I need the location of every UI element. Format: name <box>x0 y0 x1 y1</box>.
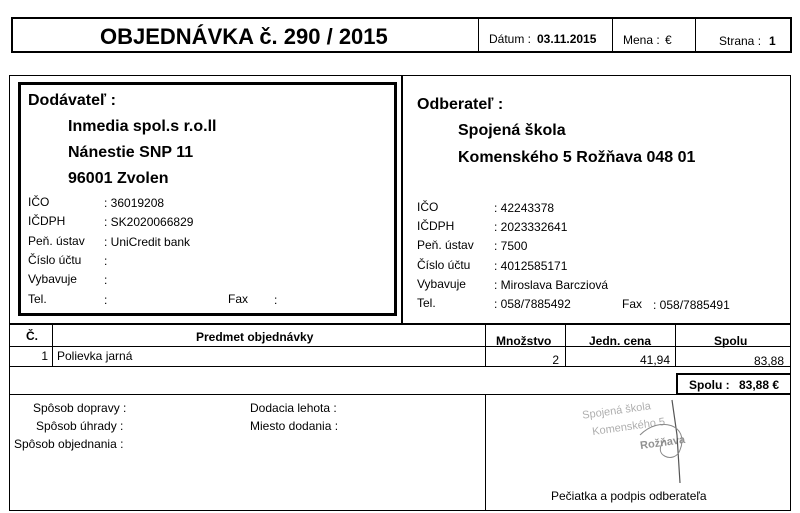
table-col-rule <box>675 324 676 366</box>
row-price: 41,94 <box>639 353 670 367</box>
supplier-icdph-value: : SK2020066829 <box>104 215 194 229</box>
supplier-contact-label: Vybavuje <box>28 272 77 286</box>
delivery-term-label: Dodacia lehota : <box>250 401 337 415</box>
customer-contact-value: : Miroslava Barcziová <box>494 278 609 292</box>
transport-label: Spôsob dopravy : <box>33 401 127 415</box>
payment-label: Spôsob úhrady : <box>36 419 124 433</box>
supplier-city: 96001 Zvolen <box>68 170 169 187</box>
table-top-rule <box>10 323 791 325</box>
currency-label: Mena : <box>623 33 660 47</box>
sum-value: 83,88 € <box>739 378 780 392</box>
col-header-total: Spolu <box>714 334 748 348</box>
supplier-fax-label: Fax <box>228 292 249 306</box>
supplier-bank-value: : UniCredit bank <box>104 235 191 249</box>
customer-icdph-label: IČDPH <box>417 219 455 233</box>
supplier-tel-label: Tel. <box>28 292 47 306</box>
table-row-rule <box>10 366 791 367</box>
signature-label: Pečiatka a podpis odberateľa <box>551 489 707 503</box>
page-value: 1 <box>769 34 776 48</box>
table-col-rule <box>565 324 566 366</box>
signature-divider <box>485 395 486 511</box>
table-header-rule <box>10 346 791 347</box>
col-header-price: Jedn. cena <box>589 334 652 348</box>
delivery-place-label: Miesto dodania : <box>250 419 339 433</box>
supplier-street: Nánestie SNP 11 <box>68 144 194 161</box>
supplier-account-label: Číslo účtu <box>28 253 82 267</box>
date-label: Dátum : <box>489 32 532 46</box>
page-label: Strana : <box>719 34 762 48</box>
customer-heading: Odberateľ : <box>417 96 504 113</box>
customer-tel-label: Tel. <box>417 296 436 310</box>
supplier-ico-value: : 36019208 <box>104 196 165 210</box>
supplier-fax-value: : <box>274 293 278 307</box>
supplier-bank-label: Peň. ústav <box>28 234 85 248</box>
row-total: 83,88 <box>753 354 784 368</box>
header-divider <box>695 18 696 52</box>
header-divider <box>612 18 613 52</box>
customer-fax-label: Fax <box>622 297 643 311</box>
order-method-label: Spôsob objednania : <box>14 437 124 451</box>
customer-address: Komenského 5 Rožňava 048 01 <box>458 149 696 166</box>
customer-fax-value: : 058/7885491 <box>653 298 730 312</box>
customer-contact-label: Vybavuje <box>417 277 466 291</box>
customer-bank-value: : 7500 <box>494 239 528 253</box>
supplier-heading: Dodávateľ : <box>28 92 116 109</box>
customer-tel-value: : 058/7885492 <box>494 297 571 311</box>
col-header-item: Predmet objednávky <box>196 330 314 344</box>
signature-scribble <box>580 395 720 490</box>
supplier-tel-value: : <box>104 293 108 307</box>
page-title: OBJEDNÁVKA č. 290 / 2015 <box>100 24 388 49</box>
header-divider <box>478 18 479 52</box>
sum-label: Spolu : <box>689 378 730 392</box>
row-qty: 2 <box>552 353 559 367</box>
customer-icdph-value: : 2023332641 <box>494 220 568 234</box>
supplier-contact-value: : <box>104 273 108 287</box>
supplier-ico-label: IČO <box>28 195 50 209</box>
table-col-rule <box>485 324 486 366</box>
stamp-line: Rožňava <box>639 433 686 453</box>
row-no: 1 <box>41 349 48 363</box>
stamp-line: Spojená škola <box>581 400 652 422</box>
currency-value: € <box>665 33 672 47</box>
col-header-qty: Množstvo <box>496 334 552 348</box>
table-col-rule <box>52 324 53 366</box>
stamp-line: Komenského 5 <box>591 415 666 439</box>
date-value: 03.11.2015 <box>537 32 597 46</box>
supplier-icdph-label: IČDPH <box>28 214 66 228</box>
customer-ico-label: IČO <box>417 200 439 214</box>
customer-ico-value: : 42243378 <box>494 201 555 215</box>
supplier-name: Inmedia spol.s r.o.ll <box>68 118 217 135</box>
col-header-no: Č. <box>26 329 38 343</box>
row-item: Polievka jarná <box>57 349 133 363</box>
party-divider <box>401 76 403 323</box>
customer-name: Spojená škola <box>458 122 566 139</box>
customer-account-value: : 4012585171 <box>494 259 568 273</box>
customer-account-label: Číslo účtu <box>417 258 471 272</box>
supplier-account-value: : <box>104 254 108 268</box>
customer-bank-label: Peň. ústav <box>417 238 474 252</box>
